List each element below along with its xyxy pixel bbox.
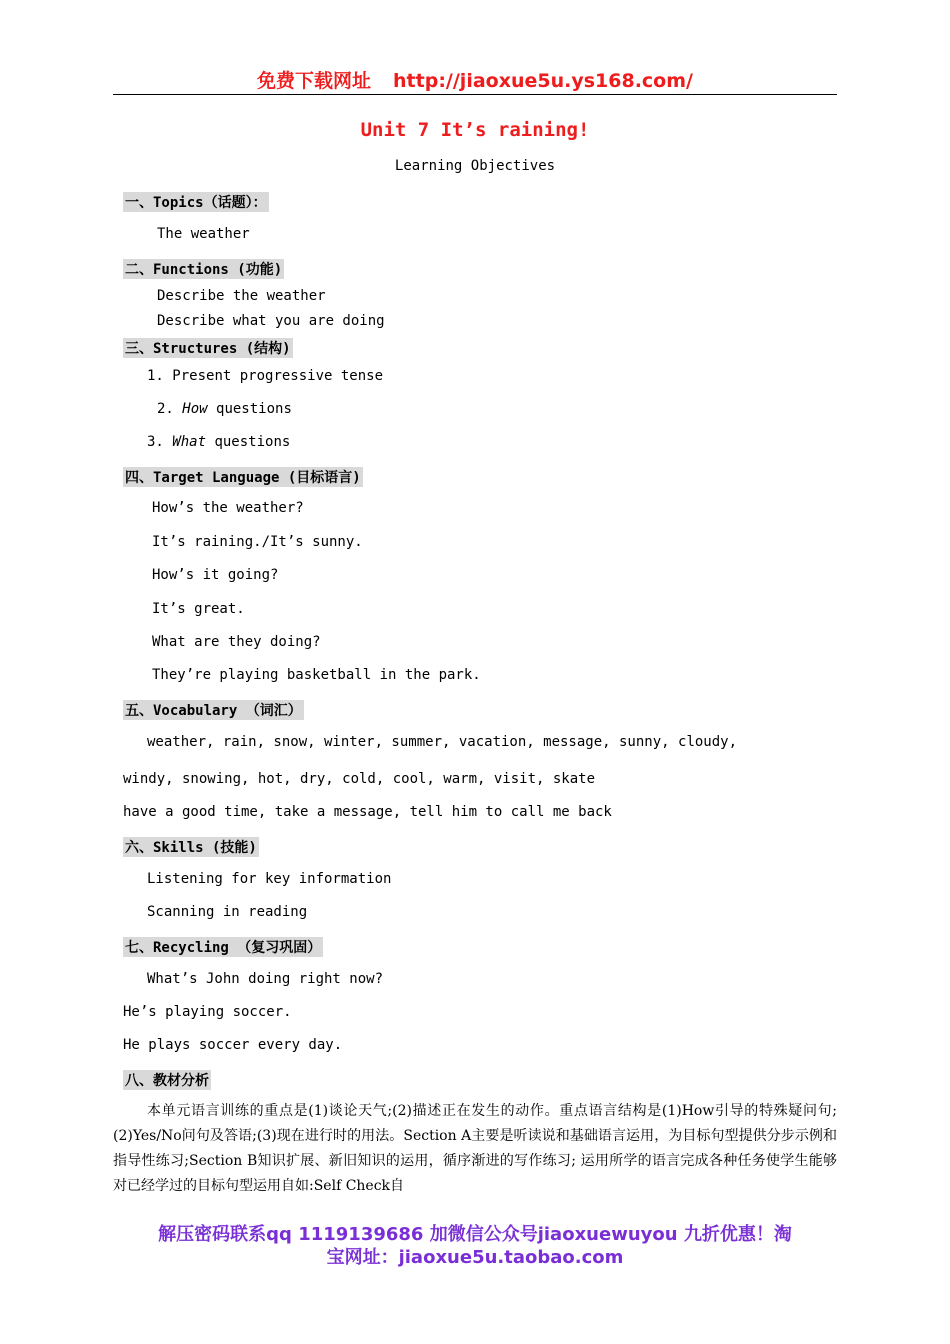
target-line: How’s it going?	[152, 567, 279, 583]
recycling-line: What’s John doing right now?	[147, 971, 384, 987]
page-subtitle: Learning Objectives	[394, 158, 556, 174]
functions-heading: 二、Functions (功能)	[123, 259, 284, 279]
functions-line: Describe the weather	[157, 288, 326, 304]
recycling-line: He’s playing soccer.	[123, 1004, 292, 1020]
structure-item: 3. What questions	[147, 434, 291, 450]
structure-item: 2. How questions	[157, 401, 292, 417]
structures-heading: 三、Structures (结构)	[123, 338, 293, 358]
footer-line: 宝网址：jiaoxue5u.taobao.com	[326, 1247, 624, 1268]
recycling-heading: 七、Recycling （复习巩固）	[123, 937, 323, 957]
recycling-line: He plays soccer every day.	[123, 1037, 343, 1053]
target-line: How’s the weather?	[152, 500, 304, 516]
topics-line: The weather	[157, 226, 250, 242]
target-line: It’s great.	[152, 601, 245, 617]
vocabulary-line: windy, snowing, hot, dry, cold, cool, warm, visit, skate	[123, 771, 596, 787]
skills-line: Listening for key information	[147, 871, 392, 887]
structure-item: 1. Present progressive tense	[147, 368, 384, 384]
skills-heading: 六、Skills (技能)	[123, 837, 259, 857]
skills-line: Scanning in reading	[147, 904, 308, 920]
target-line: They’re playing basketball in the park.	[152, 667, 481, 683]
target-line: What are they doing?	[152, 634, 321, 650]
header-url-link[interactable]: http://jiaoxue5u.ys168.com/	[393, 70, 693, 92]
vocabulary-line: have a good time, take a message, tell him to call me back	[123, 804, 612, 820]
vocabulary-heading: 五、Vocabulary （词汇）	[123, 700, 304, 720]
page-title: Unit 7 It’s raining!	[360, 119, 590, 141]
site-header	[0, 66, 950, 93]
analysis-heading: 八、教材分析	[123, 1070, 211, 1090]
header-divider	[113, 94, 837, 95]
target-heading: 四、Target Language (目标语言)	[123, 467, 363, 487]
analysis-paragraph: 本单元语言训练的重点是(1)谈论天气;(2)描述正在发生的动作。重点语言结构是(1)How引导的特殊疑问句;(2)Yes/No问句及答语;(3)现在进行时的用法。Section A主要是听读说和基础语言运用，为目标句型提供分步示例和指导性练习;Section B知识扩展、新旧知识的运用，循序渐进的写作练习; 运用所学的语言完成各种任务使学生能够对已经学过的目标句型运用自如:Self Check自	[113, 1103, 837, 1194]
footer-line: 解压密码联系qq 1119139686 加微信公众号jiaoxuewuyou 九折优惠！淘	[158, 1224, 792, 1245]
topics-heading: 一、Topics（话题）：	[123, 192, 269, 212]
target-line: It’s raining./It’s sunny.	[152, 534, 363, 550]
functions-line: Describe what you are doing	[157, 313, 385, 329]
vocabulary-line: weather, rain, snow, winter, summer, vacation, message, sunny, cloudy,	[147, 734, 738, 750]
header-label: 免费下载网址	[257, 70, 372, 92]
